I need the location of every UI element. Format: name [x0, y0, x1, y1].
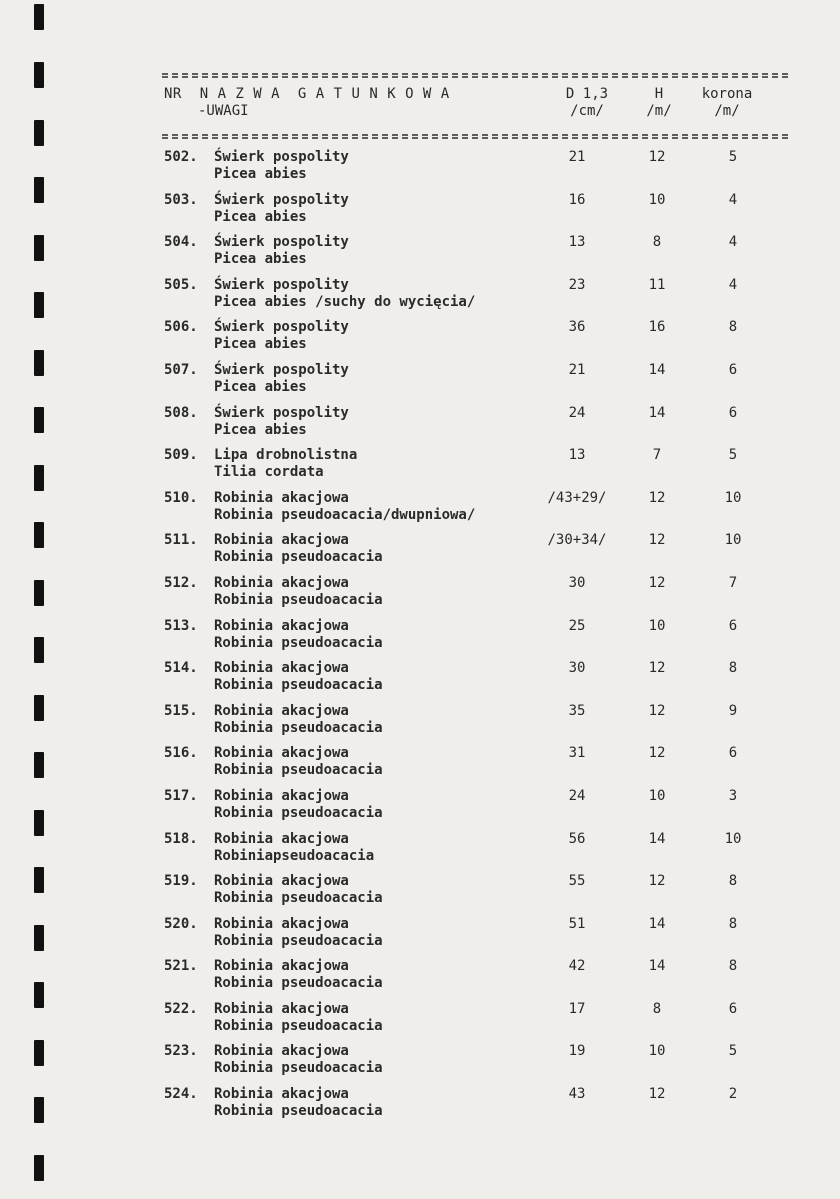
crown-value: 5: [728, 149, 738, 165]
crown-value: 5: [728, 1043, 738, 1060]
diameter-value: 36: [568, 319, 586, 336]
latin-name-remarks: Picea abies: [214, 378, 307, 395]
height-value: 12: [648, 745, 666, 762]
crown-value: 8: [728, 915, 738, 932]
binding-hole: [34, 1040, 44, 1066]
table-row: [162, 831, 788, 874]
tree-number: 512.: [164, 574, 198, 591]
height-value: 10: [648, 191, 666, 208]
diameter-value: 17: [568, 1000, 586, 1017]
height-value: 14: [648, 404, 666, 421]
polish-name: Robinia akacjowa: [214, 532, 349, 549]
tree-number: 507.: [164, 361, 198, 378]
tree-number: 520.: [164, 915, 198, 932]
crown-value: 10: [724, 532, 742, 549]
tree-number: 517.: [164, 787, 198, 804]
latin-name-remarks: Robinia pseudoacacia: [214, 719, 383, 736]
binding-hole: [34, 522, 44, 548]
latin-name-remarks: Tilia cordata: [214, 464, 324, 481]
table-row: [162, 234, 788, 277]
diameter-value: 56: [568, 830, 586, 847]
latin-name-remarks: Picea abies: [214, 421, 307, 438]
header-uwagi: -UWAGI: [198, 103, 249, 119]
diameter-value: 21: [568, 361, 586, 378]
binding-hole: [34, 4, 44, 30]
tree-number: 509.: [164, 447, 198, 464]
header-crown-unit: /m/: [714, 103, 740, 119]
table-row: [162, 1043, 788, 1086]
polish-name: Świerk pospolity: [214, 361, 349, 378]
height-value: 8: [652, 1000, 662, 1017]
crown-value: 2: [728, 1086, 738, 1103]
height-value: 10: [648, 787, 666, 804]
header-height: [624, 86, 694, 120]
polish-name: Robinia akacjowa: [214, 958, 349, 975]
diameter-value: 30: [568, 574, 586, 591]
table-row: [162, 532, 788, 575]
polish-name: Świerk pospolity: [214, 319, 349, 336]
binding-hole: [34, 752, 44, 778]
table-row: [162, 1086, 788, 1129]
crown-value: 8: [728, 319, 738, 336]
latin-name-remarks: Robinia pseudoacacia: [214, 804, 383, 821]
height-value: 12: [648, 489, 666, 506]
diameter-value: 13: [568, 234, 586, 251]
table-row: [162, 1001, 788, 1044]
binding-hole: [34, 62, 44, 88]
header-crown-label: korona: [701, 86, 753, 102]
binding-hole: [34, 982, 44, 1008]
latin-name-remarks: Picea abies: [214, 251, 307, 268]
diameter-value: 21: [568, 149, 586, 165]
tree-number: 503.: [164, 191, 198, 208]
crown-value: 8: [728, 873, 738, 890]
binding-hole: [34, 235, 44, 261]
tree-number: 521.: [164, 958, 198, 975]
height-value: 11: [648, 276, 666, 293]
table-row: [162, 618, 788, 661]
polish-name: Robinia akacjowa: [214, 660, 349, 677]
tree-number: 505.: [164, 276, 198, 293]
tree-number: 506.: [164, 319, 198, 336]
binding-hole: [34, 810, 44, 836]
height-value: 14: [648, 915, 666, 932]
height-value: 12: [648, 660, 666, 677]
latin-name-remarks: Robinia pseudoacacia: [214, 677, 383, 694]
header-diameter-unit: /cm/: [570, 103, 604, 119]
tree-number: 518.: [164, 830, 198, 847]
table-header: [162, 78, 788, 134]
table-row: [162, 916, 788, 959]
table-body: [162, 149, 788, 1129]
height-value: 10: [648, 617, 666, 634]
tree-number: 524.: [164, 1086, 198, 1103]
tree-number: 511.: [164, 532, 198, 549]
spiral-binding: [34, 0, 46, 1199]
table-row: [162, 788, 788, 831]
table-row: [162, 362, 788, 405]
polish-name: Robinia akacjowa: [214, 873, 349, 890]
latin-name-remarks: Robinia pseudoacacia: [214, 975, 383, 992]
binding-hole: [34, 925, 44, 951]
diameter-value: 35: [568, 702, 586, 719]
latin-name-remarks: Picea abies: [214, 208, 307, 225]
table-row: [162, 277, 788, 320]
height-value: 14: [648, 361, 666, 378]
latin-name-remarks: Robiniapseudoacacia: [214, 847, 375, 864]
diameter-value: /43+29/: [547, 489, 607, 506]
binding-hole: [34, 1097, 44, 1123]
diameter-value: 13: [568, 447, 586, 464]
polish-name: Świerk pospolity: [214, 404, 349, 421]
latin-name-remarks: Robinia pseudoacacia/dwupniowa/: [214, 506, 476, 523]
polish-name: Robinia akacjowa: [214, 787, 349, 804]
crown-value: 9: [728, 702, 738, 719]
polish-name: Robinia akacjowa: [214, 915, 349, 932]
tree-number: 515.: [164, 702, 198, 719]
polish-name: Robinia akacjowa: [214, 617, 349, 634]
crown-value: 10: [724, 830, 742, 847]
polish-name: Robinia akacjowa: [214, 489, 349, 506]
header-diameter-label: D 1,3: [565, 86, 609, 102]
diameter-value: 19: [568, 1043, 586, 1060]
height-value: 16: [648, 319, 666, 336]
header-crown: [692, 86, 762, 120]
binding-hole: [34, 580, 44, 606]
height-value: 8: [652, 234, 662, 251]
binding-hole: [34, 177, 44, 203]
tree-number: 522.: [164, 1000, 198, 1017]
table-row: [162, 575, 788, 618]
latin-name-remarks: Robinia pseudoacacia: [214, 1017, 383, 1034]
binding-hole: [34, 350, 44, 376]
latin-name-remarks: Robinia pseudoacacia: [214, 932, 383, 949]
height-value: 7: [652, 447, 662, 464]
polish-name: Robinia akacjowa: [214, 574, 349, 591]
latin-name-remarks: Picea abies /suchy do wycięcia/: [214, 293, 476, 310]
diameter-value: 31: [568, 745, 586, 762]
tree-number: 516.: [164, 745, 198, 762]
tree-number: 523.: [164, 1043, 198, 1060]
polish-name: Robinia akacjowa: [214, 1086, 349, 1103]
latin-name-remarks: Robinia pseudoacacia: [214, 634, 383, 651]
height-value: 14: [648, 958, 666, 975]
tree-number: 508.: [164, 404, 198, 421]
height-value: 12: [648, 149, 666, 165]
binding-hole: [34, 867, 44, 893]
tree-inventory-table: [162, 62, 788, 1129]
latin-name-remarks: Robinia pseudoacacia: [214, 762, 383, 779]
table-row: [162, 192, 788, 235]
crown-value: 6: [728, 404, 738, 421]
binding-hole: [34, 120, 44, 146]
diameter-value: /30+34/: [547, 532, 607, 549]
height-value: 12: [648, 702, 666, 719]
crown-value: 4: [728, 191, 738, 208]
header-diameter: [552, 86, 622, 120]
polish-name: Robinia akacjowa: [214, 702, 349, 719]
header-height-label: H: [654, 86, 664, 102]
crown-value: 10: [724, 489, 742, 506]
height-value: 12: [648, 574, 666, 591]
tree-number: 510.: [164, 489, 198, 506]
table-row: [162, 490, 788, 533]
polish-name: Lipa drobnolistna: [214, 447, 358, 464]
polish-name: Świerk pospolity: [214, 276, 349, 293]
diameter-value: 24: [568, 404, 586, 421]
table-row: [162, 958, 788, 1001]
latin-name-remarks: Picea abies: [214, 336, 307, 353]
polish-name: Robinia akacjowa: [214, 830, 349, 847]
tree-number: 519.: [164, 873, 198, 890]
polish-name: Robinia akacjowa: [214, 1043, 349, 1060]
crown-value: 6: [728, 361, 738, 378]
latin-name-remarks: Robinia pseudoacacia: [214, 1103, 383, 1120]
tree-number: 513.: [164, 617, 198, 634]
binding-hole: [34, 637, 44, 663]
diameter-value: 23: [568, 276, 586, 293]
height-value: 10: [648, 1043, 666, 1060]
tree-number: 504.: [164, 234, 198, 251]
polish-name: Robinia akacjowa: [214, 1000, 349, 1017]
table-row: [162, 873, 788, 916]
diameter-value: 16: [568, 191, 586, 208]
binding-hole: [34, 292, 44, 318]
diameter-value: 30: [568, 660, 586, 677]
diameter-value: 55: [568, 873, 586, 890]
header-nr-nazwa: NR N A Z W A G A T U N K O W A: [164, 86, 450, 102]
crown-value: 4: [728, 234, 738, 251]
tree-number: 514.: [164, 660, 198, 677]
header-height-unit: /m/: [646, 103, 672, 119]
table-row: [162, 703, 788, 746]
diameter-value: 42: [568, 958, 586, 975]
binding-hole: [34, 407, 44, 433]
table-row: [162, 745, 788, 788]
table-row: [162, 660, 788, 703]
diameter-value: 24: [568, 787, 586, 804]
height-value: 12: [648, 1086, 666, 1103]
diameter-value: 51: [568, 915, 586, 932]
latin-name-remarks: Robinia pseudoacacia: [214, 549, 383, 566]
latin-name-remarks: Robinia pseudoacacia: [214, 890, 383, 907]
crown-value: 4: [728, 276, 738, 293]
table-row: [162, 149, 788, 192]
polish-name: Świerk pospolity: [214, 149, 349, 165]
polish-name: Świerk pospolity: [214, 234, 349, 251]
latin-name-remarks: Robinia pseudoacacia: [214, 1060, 383, 1077]
height-value: 14: [648, 830, 666, 847]
crown-value: 6: [728, 1000, 738, 1017]
binding-hole: [34, 465, 44, 491]
table-row: [162, 405, 788, 448]
polish-name: Robinia akacjowa: [214, 745, 349, 762]
crown-value: 5: [728, 447, 738, 464]
latin-name-remarks: Robinia pseudoacacia: [214, 591, 383, 608]
diameter-value: 43: [568, 1086, 586, 1103]
diameter-value: 25: [568, 617, 586, 634]
crown-value: 6: [728, 745, 738, 762]
height-value: 12: [648, 532, 666, 549]
table-row: [162, 447, 788, 490]
crown-value: 8: [728, 660, 738, 677]
binding-hole: [34, 695, 44, 721]
table-row: [162, 319, 788, 362]
crown-value: 8: [728, 958, 738, 975]
crown-value: 3: [728, 787, 738, 804]
height-value: 12: [648, 873, 666, 890]
crown-value: 6: [728, 617, 738, 634]
crown-value: 7: [728, 574, 738, 591]
latin-name-remarks: Picea abies: [214, 166, 307, 182]
binding-hole: [34, 1155, 44, 1181]
tree-number: 502.: [164, 149, 198, 165]
header-bottom-rule: [162, 134, 788, 139]
polish-name: Świerk pospolity: [214, 191, 349, 208]
